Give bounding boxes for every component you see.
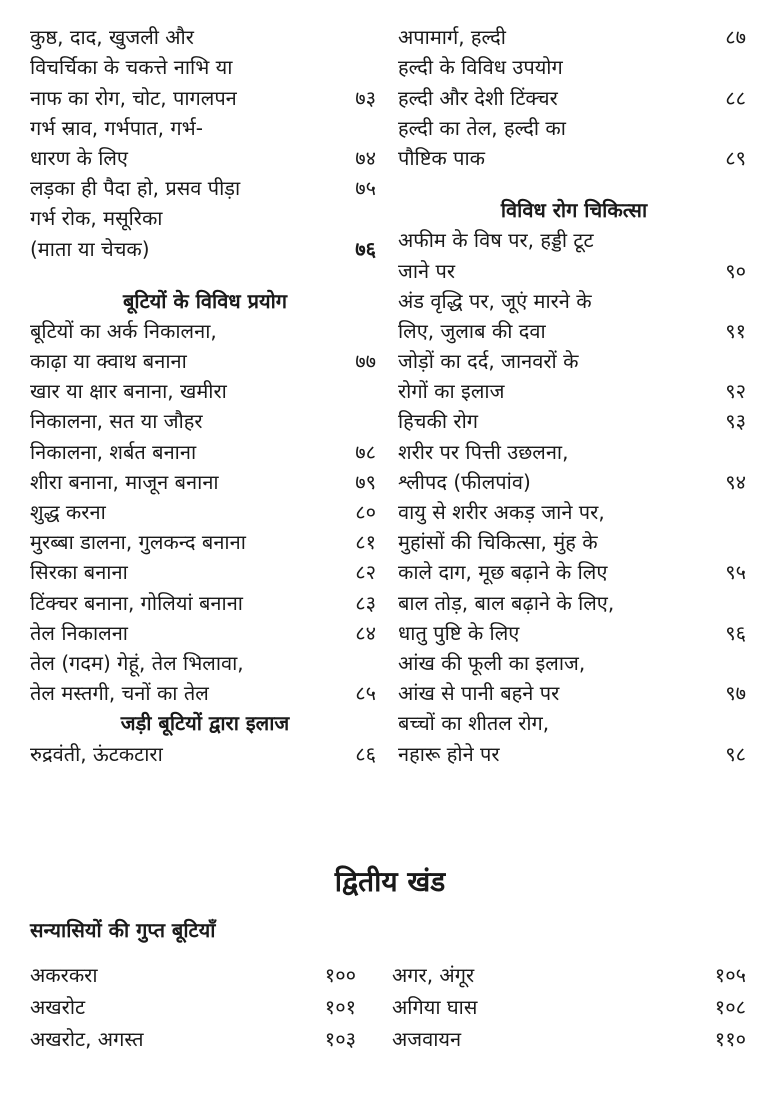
entry-text: हिचकी रोग [398,409,479,434]
entry-text: लिए, जुलाब की दवा [398,318,546,343]
entry-text: हल्दी और देशी टिंक्चर [398,85,558,110]
right-column [398,22,750,769]
index-entry [398,467,750,497]
entry-text: सिरका बनाना [30,560,128,585]
entry-text: अंड वृद्धि पर, जूएं मारने के [398,288,592,313]
entry-text: तेल मस्तगी, चनों का तेल [30,681,209,706]
index-entry [30,376,380,406]
page-number: ८५ [355,681,376,706]
index-entry [398,22,750,52]
section-gap [30,264,380,286]
index-entry [30,497,380,527]
page-number: ९१ [725,318,746,343]
page-number: ७७ [355,349,376,374]
index-entry [398,255,750,285]
entry-text: विचर्चिका के चकत्ते नाभि या [30,55,233,80]
page-number: ८९ [725,145,746,170]
index-entry [30,316,380,346]
page-number: ९८ [725,741,746,766]
page-number: ९६ [725,620,746,645]
index-entry [398,738,750,768]
entry-text: गर्भ रोक, मसूरिका [30,206,163,231]
entry-text: निकालना, सत या जौहर [30,409,203,434]
index-entry [398,316,750,346]
page-number: ८७ [725,25,746,50]
index-entry [398,618,750,648]
entry-text: शीरा बनाना, माजून बनाना [30,469,219,494]
entry-text: मुरब्बा डालना, गुलकन्द बनाना [30,530,246,555]
entry-text: लड़का ही पैदा हो, प्रसव पीड़ा [30,176,241,201]
index-entry [30,82,380,112]
bottom-left-list [30,958,360,1054]
page-number: १०० [324,963,356,987]
index-entry [30,527,380,557]
entry-text: हल्दी का तेल, हल्दी का [398,115,566,140]
index-entry [30,648,380,678]
entry-text: आंख से पानी बहने पर [398,681,560,706]
index-entry [30,173,380,203]
index-entry [30,467,380,497]
page-number: ८१ [355,530,376,555]
page-number: ८४ [355,620,376,645]
index-entry [398,113,750,143]
entry-text: टिंक्चर बनाना, गोलियां बनाना [30,590,243,615]
entry-text: वायु से शरीर अकड़ जाने पर, [398,500,605,524]
index-entry [398,406,750,436]
index-entry [398,143,750,173]
entry-text: अगिया घास [392,995,478,1019]
entry-text: शुद्ध करना [30,500,106,524]
entry-text: आंख की फूली का इलाज, [398,650,586,675]
page-number: ७६ [355,236,376,261]
entry-text: तेल (गदम) गेहूं, तेल भिलावा, [30,650,244,675]
entry-text: पौष्टिक पाक [398,145,486,170]
entry-text: धातु पुष्टि के लिए [398,620,520,645]
page-number: १०५ [714,963,746,987]
page-number: ९५ [725,560,746,585]
entry-text: रुद्रवंती, ऊंटकटारा [30,741,163,766]
page-number: ७४ [355,145,376,170]
index-entry [398,286,750,316]
entry-text: मुहांसों की चिकित्सा, मुंह के [398,530,598,555]
index-entry [30,346,380,376]
section-heading: सन्यासियों की गुप्त बूटियाँ [30,918,216,942]
index-entry [392,1022,750,1054]
entry-text: अगर, अंगूर [392,963,475,987]
page-number: ९० [725,258,746,283]
index-entry [398,527,750,557]
index-entry [398,376,750,406]
index-entry [398,52,750,82]
entry-text: निकालना, शर्बत बनाना [30,439,197,464]
page-number: १०८ [714,995,746,1019]
page-number: १०१ [324,995,356,1019]
page-number: ९२ [725,379,746,404]
index-entry [30,52,380,82]
index-entry [30,618,380,648]
index-entry [398,587,750,617]
entry-text: अजवायन [392,1027,462,1051]
page-number: ११० [714,1027,746,1051]
entry-text: जाने पर [398,258,456,283]
index-entry [398,557,750,587]
index-entry [30,990,360,1022]
entry-text: तेल निकालना [30,620,128,645]
index-entry [30,958,360,990]
entry-text: काढ़ा या क्वाथ बनाना [30,349,187,374]
index-entry [398,678,750,708]
page-number: ९३ [725,409,746,434]
section-heading: विविध रोग चिकित्सा [500,197,648,222]
page-number: ८० [355,500,376,524]
entry-text: जोड़ों का दर्द, जानवरों के [398,349,579,374]
index-entry [30,143,380,173]
bottom-right-list [392,958,750,1054]
section-heading: बूटियों के विविध प्रयोग [122,288,288,313]
page-number: ७५ [355,176,376,201]
entry-text: नाफ का रोग, चोट, पागलपन [30,85,237,110]
entry-text: अखरोट, अगस्त [30,1027,144,1051]
part-title: द्वितीय खंड [334,865,446,898]
index-entry [30,678,380,708]
entry-text: शरीर पर पित्ती उछलना, [398,439,569,464]
page-number: ८६ [355,741,376,766]
left-column [30,22,380,769]
page-number: ८८ [725,85,746,110]
entry-text: गर्भ स्राव, गर्भपात, गर्भ- [30,115,203,140]
entry-text: नहारू होने पर [398,741,500,766]
page-number: ७९ [355,469,376,494]
page-number: ७८ [355,439,376,464]
page-number: ८३ [355,590,376,615]
index-entry [30,738,380,768]
entry-text: बच्चों का शीतल रोग, [398,711,550,736]
page-number: ९७ [725,681,746,706]
section-heading: जड़ी बूटियों द्वारा इलाज [120,711,290,736]
entry-text: रोगों का इलाज [398,379,505,404]
page-number: ७३ [355,85,376,110]
entry-text: काले दाग, मूछ बढ़ाने के लिए [398,560,608,585]
index-entry [392,990,750,1022]
entry-text: अकरकरा [30,963,98,987]
index-entry [398,225,750,255]
entry-text: हल्दी के विविध उपयोग [398,55,563,80]
page-number: ८२ [355,560,376,585]
index-entry [30,233,380,263]
entry-text: अखरोट [30,995,86,1019]
section-gap [398,173,750,195]
page-number: १०३ [324,1027,356,1051]
page-number: ९४ [725,469,746,494]
index-entry [30,587,380,617]
index-entry [398,346,750,376]
index-entry [398,708,750,738]
entry-text: अफीम के विष पर, हड्डी टूट [398,228,594,253]
index-entry [398,648,750,678]
entry-text: श्लीपद (फीलपांव) [398,469,531,494]
index-entry [398,82,750,112]
index-entry [398,436,750,466]
entry-text: कुष्ठ, दाद, खुजली और [30,25,194,50]
index-entry [392,958,750,990]
index-entry [30,406,380,436]
index-entry [30,1022,360,1054]
index-entry [398,497,750,527]
entry-text: अपामार्ग, हल्दी [398,25,506,50]
index-entry [30,22,380,52]
entry-text: (माता या चेचक) [30,236,150,261]
entry-text: बूटियों का अर्क निकालना, [30,318,217,343]
index-entry [30,557,380,587]
index-entry [30,203,380,233]
entry-text: बाल तोड़, बाल बढ़ाने के लिए, [398,590,615,615]
entry-text: खार या क्षार बनाना, खमीरा [30,379,227,404]
index-entry [30,436,380,466]
entry-text: धारण के लिए [30,145,128,170]
index-entry [30,113,380,143]
